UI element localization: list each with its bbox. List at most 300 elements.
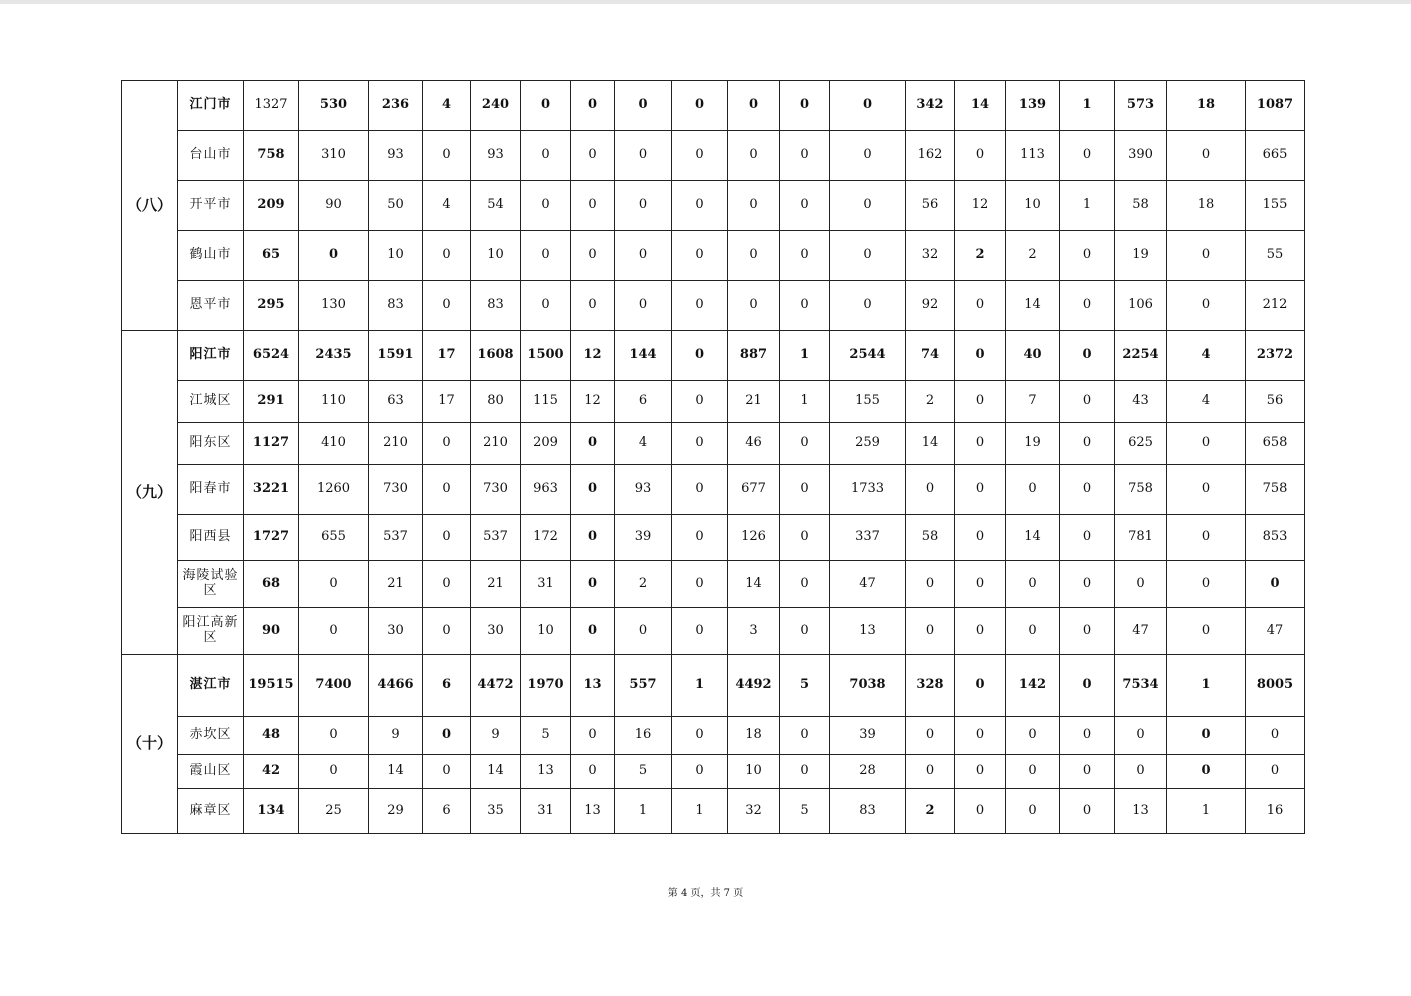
value-cell: 236 [369,81,423,131]
value-cell: 1127 [244,423,299,465]
value-cell: 0 [672,423,728,465]
value-cell: 0 [571,131,615,181]
value-cell: 0 [672,608,728,655]
value-cell: 0 [1060,231,1115,281]
value-cell: 2 [615,561,672,608]
value-cell: 0 [423,717,471,755]
value-cell: 28 [830,755,906,789]
group-label: （八） [122,81,178,331]
value-cell: 665 [1246,131,1305,181]
table-row [122,131,1305,181]
value-cell: 328 [906,655,955,717]
value-cell: 21 [471,561,521,608]
value-cell: 9 [471,717,521,755]
value-cell: 0 [955,281,1006,331]
value-cell: 0 [672,381,728,423]
value-cell: 30 [369,608,423,655]
value-cell: 43 [1115,381,1167,423]
value-cell: 0 [1060,423,1115,465]
value-cell: 0 [830,131,906,181]
value-cell: 0 [780,755,830,789]
value-cell: 39 [615,515,672,561]
value-cell: 0 [615,231,672,281]
value-cell: 0 [672,331,728,381]
value-cell: 0 [1060,465,1115,515]
value-cell: 40 [1006,331,1060,381]
value-cell: 0 [615,608,672,655]
value-cell: 58 [1115,181,1167,231]
region-name: 阳东区 [178,423,244,465]
value-cell: 12 [571,381,615,423]
value-cell: 0 [1167,608,1246,655]
value-cell: 0 [955,608,1006,655]
value-cell: 144 [615,331,672,381]
value-cell: 9 [369,717,423,755]
value-cell: 42 [244,755,299,789]
region-name: 江城区 [178,381,244,423]
group-label: （十） [122,655,178,834]
value-cell: 1260 [299,465,369,515]
value-cell: 130 [299,281,369,331]
value-cell: 55 [1246,231,1305,281]
value-cell: 537 [369,515,423,561]
value-cell: 19 [1115,231,1167,281]
value-cell: 0 [1006,755,1060,789]
table-row [122,655,1305,717]
value-cell: 0 [571,755,615,789]
value-cell: 0 [780,81,830,131]
value-cell: 0 [1167,515,1246,561]
value-cell: 0 [299,561,369,608]
value-cell: 14 [369,755,423,789]
value-cell: 4 [615,423,672,465]
value-cell: 0 [672,465,728,515]
value-cell: 0 [571,608,615,655]
value-cell: 310 [299,131,369,181]
value-cell: 0 [780,608,830,655]
value-cell: 14 [471,755,521,789]
value-cell: 0 [955,515,1006,561]
value-cell: 573 [1115,81,1167,131]
value-cell: 259 [830,423,906,465]
value-cell: 0 [780,717,830,755]
value-cell: 390 [1115,131,1167,181]
value-cell: 0 [955,381,1006,423]
value-cell: 83 [369,281,423,331]
value-cell: 0 [672,81,728,131]
value-cell: 0 [1167,717,1246,755]
value-cell: 10 [471,231,521,281]
value-cell: 13 [571,789,615,834]
value-cell: 0 [780,561,830,608]
value-cell: 0 [780,131,830,181]
region-name: 湛江市 [178,655,244,717]
value-cell: 1500 [521,331,571,381]
region-name: 江门市 [178,81,244,131]
value-cell: 0 [423,281,471,331]
value-cell: 0 [571,717,615,755]
value-cell: 46 [728,423,780,465]
value-cell: 0 [728,231,780,281]
value-cell: 0 [672,755,728,789]
table-row [122,465,1305,515]
value-cell: 758 [244,131,299,181]
value-cell: 14 [1006,281,1060,331]
value-cell: 0 [1006,465,1060,515]
value-cell: 35 [471,789,521,834]
value-cell: 0 [1246,561,1305,608]
value-cell: 0 [299,755,369,789]
value-cell: 0 [615,131,672,181]
value-cell: 0 [521,131,571,181]
value-cell: 0 [1060,608,1115,655]
value-cell: 0 [571,465,615,515]
region-name: 恩平市 [178,281,244,331]
value-cell: 209 [244,181,299,231]
value-cell: 0 [571,281,615,331]
value-cell: 0 [955,131,1006,181]
value-cell: 126 [728,515,780,561]
value-cell: 4 [1167,381,1246,423]
value-cell: 240 [471,81,521,131]
value-cell: 6 [615,381,672,423]
value-cell: 0 [1167,755,1246,789]
value-cell: 0 [728,131,780,181]
value-cell: 4 [423,81,471,131]
value-cell: 0 [1115,755,1167,789]
value-cell: 0 [672,515,728,561]
value-cell: 17 [423,331,471,381]
value-cell: 17 [423,381,471,423]
value-cell: 210 [369,423,423,465]
value-cell: 6 [423,655,471,717]
value-cell: 6 [423,789,471,834]
value-cell: 730 [471,465,521,515]
value-cell: 0 [571,81,615,131]
value-cell: 25 [299,789,369,834]
value-cell: 93 [615,465,672,515]
region-name: 开平市 [178,181,244,231]
value-cell: 4472 [471,655,521,717]
value-cell: 1 [1060,181,1115,231]
value-cell: 83 [830,789,906,834]
value-cell: 337 [830,515,906,561]
value-cell: 0 [423,131,471,181]
value-cell: 18 [1167,81,1246,131]
value-cell: 291 [244,381,299,423]
value-cell: 0 [1167,131,1246,181]
value-cell: 5 [780,655,830,717]
value-cell: 93 [471,131,521,181]
value-cell: 0 [780,465,830,515]
value-cell: 0 [521,231,571,281]
value-cell: 172 [521,515,571,561]
value-cell: 18 [728,717,780,755]
value-cell: 0 [1167,561,1246,608]
value-cell: 4492 [728,655,780,717]
value-cell: 12 [955,181,1006,231]
value-cell: 19 [1006,423,1060,465]
value-cell: 0 [830,231,906,281]
value-cell: 1970 [521,655,571,717]
value-cell: 7400 [299,655,369,717]
value-cell: 0 [1060,515,1115,561]
value-cell: 0 [1060,789,1115,834]
table-row [122,717,1305,755]
value-cell: 155 [830,381,906,423]
value-cell: 19515 [244,655,299,717]
region-name: 阳西县 [178,515,244,561]
region-name: 鹤山市 [178,231,244,281]
value-cell: 162 [906,131,955,181]
value-cell: 93 [369,131,423,181]
value-cell: 63 [369,381,423,423]
value-cell: 10 [369,231,423,281]
value-cell: 1 [1060,81,1115,131]
value-cell: 0 [571,181,615,231]
value-cell: 1727 [244,515,299,561]
value-cell: 1733 [830,465,906,515]
value-cell: 2254 [1115,331,1167,381]
value-cell: 0 [906,717,955,755]
value-cell: 0 [1006,717,1060,755]
value-cell: 47 [830,561,906,608]
value-cell: 39 [830,717,906,755]
value-cell: 32 [906,231,955,281]
value-cell: 3221 [244,465,299,515]
value-cell: 0 [1060,561,1115,608]
value-cell: 677 [728,465,780,515]
value-cell: 47 [1115,608,1167,655]
value-cell: 1 [780,331,830,381]
value-cell: 74 [906,331,955,381]
region-name: 赤坎区 [178,717,244,755]
value-cell: 4466 [369,655,423,717]
value-cell: 8005 [1246,655,1305,717]
value-cell: 0 [955,655,1006,717]
value-cell: 13 [571,655,615,717]
table-row [122,423,1305,465]
region-name: 海陵试验区 [178,561,244,608]
value-cell: 853 [1246,515,1305,561]
value-cell: 2435 [299,331,369,381]
value-cell: 10 [728,755,780,789]
value-cell: 781 [1115,515,1167,561]
value-cell: 0 [906,608,955,655]
value-cell: 1 [780,381,830,423]
value-cell: 16 [1246,789,1305,834]
value-cell: 2 [1006,231,1060,281]
value-cell: 0 [1060,281,1115,331]
value-cell: 2 [906,381,955,423]
value-cell: 0 [615,181,672,231]
value-cell: 0 [780,515,830,561]
value-cell: 12 [571,331,615,381]
region-name: 阳江市 [178,331,244,381]
value-cell: 0 [299,608,369,655]
value-cell: 0 [728,81,780,131]
value-cell: 110 [299,381,369,423]
value-cell: 0 [830,281,906,331]
table-row [122,331,1305,381]
value-cell: 29 [369,789,423,834]
value-cell: 1591 [369,331,423,381]
value-cell: 0 [423,423,471,465]
value-cell: 0 [423,608,471,655]
region-name: 霞山区 [178,755,244,789]
value-cell: 0 [728,181,780,231]
value-cell: 0 [830,181,906,231]
value-cell: 0 [1115,561,1167,608]
value-cell: 115 [521,381,571,423]
value-cell: 48 [244,717,299,755]
page-footer: 第 4 页，共 7 页 [667,888,744,899]
value-cell: 0 [423,755,471,789]
value-cell: 0 [423,515,471,561]
value-cell: 0 [955,561,1006,608]
value-cell: 2 [906,789,955,834]
value-cell: 1087 [1246,81,1305,131]
table-row [122,381,1305,423]
value-cell: 139 [1006,81,1060,131]
value-cell: 83 [471,281,521,331]
table-body [122,81,1305,834]
value-cell: 0 [615,281,672,331]
value-cell: 5 [521,717,571,755]
value-cell: 0 [1167,231,1246,281]
value-cell: 0 [1115,717,1167,755]
value-cell: 21 [369,561,423,608]
value-cell: 0 [955,789,1006,834]
value-cell: 0 [955,717,1006,755]
value-cell: 21 [728,381,780,423]
region-name: 阳江高新区 [178,608,244,655]
value-cell: 212 [1246,281,1305,331]
value-cell: 0 [780,423,830,465]
table-row [122,231,1305,281]
value-cell: 0 [521,181,571,231]
value-cell: 0 [780,281,830,331]
value-cell: 0 [672,181,728,231]
value-cell: 0 [571,515,615,561]
value-cell: 0 [672,281,728,331]
value-cell: 0 [955,423,1006,465]
value-cell: 14 [906,423,955,465]
value-cell: 7 [1006,381,1060,423]
value-cell: 1 [672,655,728,717]
value-cell: 625 [1115,423,1167,465]
value-cell: 0 [521,81,571,131]
value-cell: 0 [423,561,471,608]
value-cell: 80 [471,381,521,423]
value-cell: 14 [955,81,1006,131]
value-cell: 90 [244,608,299,655]
value-cell: 14 [1006,515,1060,561]
table-row [122,81,1305,131]
table-row [122,515,1305,561]
value-cell: 18 [1167,181,1246,231]
value-cell: 58 [906,515,955,561]
value-cell: 0 [672,561,728,608]
table-row [122,789,1305,834]
value-cell: 0 [571,561,615,608]
value-cell: 31 [521,789,571,834]
value-cell: 56 [906,181,955,231]
value-cell: 2 [955,231,1006,281]
value-cell: 14 [728,561,780,608]
value-cell: 56 [1246,381,1305,423]
value-cell: 0 [1060,717,1115,755]
value-cell: 0 [728,281,780,331]
value-cell: 16 [615,717,672,755]
value-cell: 0 [1060,331,1115,381]
value-cell: 0 [1167,465,1246,515]
value-cell: 3 [728,608,780,655]
value-cell: 10 [1006,181,1060,231]
value-cell: 0 [1060,755,1115,789]
value-cell: 0 [1060,381,1115,423]
table-row [122,608,1305,655]
value-cell: 557 [615,655,672,717]
value-cell: 134 [244,789,299,834]
value-cell: 155 [1246,181,1305,231]
group-label: （九） [122,331,178,655]
value-cell: 210 [471,423,521,465]
value-cell: 0 [906,755,955,789]
value-cell: 7038 [830,655,906,717]
scan-edge [0,0,1411,4]
value-cell: 54 [471,181,521,231]
region-name: 台山市 [178,131,244,181]
value-cell: 0 [1167,281,1246,331]
value-cell: 0 [1246,717,1305,755]
value-cell: 655 [299,515,369,561]
value-cell: 0 [1006,608,1060,655]
value-cell: 0 [955,755,1006,789]
value-cell: 0 [423,465,471,515]
value-cell: 537 [471,515,521,561]
value-cell: 13 [1115,789,1167,834]
table-row [122,755,1305,789]
value-cell: 0 [299,231,369,281]
value-cell: 0 [571,423,615,465]
value-cell: 13 [830,608,906,655]
table-row [122,181,1305,231]
value-cell: 0 [780,181,830,231]
value-cell: 0 [1246,755,1305,789]
value-cell: 5 [780,789,830,834]
value-cell: 295 [244,281,299,331]
value-cell: 1327 [244,81,299,131]
value-cell: 50 [369,181,423,231]
value-cell: 1 [615,789,672,834]
value-cell: 0 [672,231,728,281]
value-cell: 0 [955,465,1006,515]
value-cell: 1 [672,789,728,834]
value-cell: 30 [471,608,521,655]
value-cell: 530 [299,81,369,131]
value-cell: 887 [728,331,780,381]
value-cell: 65 [244,231,299,281]
value-cell: 342 [906,81,955,131]
value-cell: 92 [906,281,955,331]
value-cell: 0 [906,561,955,608]
value-cell: 0 [672,131,728,181]
value-cell: 0 [672,717,728,755]
value-cell: 6524 [244,331,299,381]
value-cell: 0 [780,231,830,281]
value-cell: 0 [906,465,955,515]
